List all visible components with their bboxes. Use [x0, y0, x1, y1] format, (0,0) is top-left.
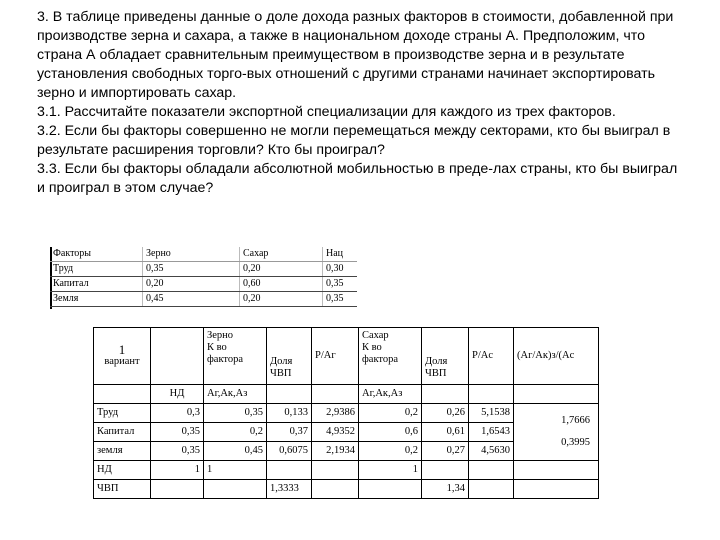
- table-cell: Капитал: [50, 277, 143, 292]
- table-cell: [267, 461, 312, 480]
- table-row: [94, 328, 599, 385]
- factora-label: фактора: [362, 354, 399, 365]
- table-cell: [422, 385, 469, 404]
- table-cell: 1,34: [422, 480, 469, 499]
- variant-number: 1: [118, 342, 126, 357]
- table-cell: 0,35: [143, 262, 240, 277]
- table-cell: 5,1538: [469, 404, 514, 423]
- table-cell: 0,35: [323, 277, 358, 292]
- table-cell: [312, 461, 359, 480]
- table-cell: 2,9386: [312, 404, 359, 423]
- chvp-label: ЧВП: [425, 368, 447, 379]
- table-cell: 0,45: [204, 442, 267, 461]
- variant-header: [94, 328, 151, 385]
- table-cell: 0,35: [151, 423, 204, 442]
- header-cell: Нац: [323, 247, 358, 262]
- header-cell: [151, 328, 204, 385]
- table-cell: 0,2: [204, 423, 267, 442]
- table-cell: 0,60: [240, 277, 323, 292]
- table-cell: Аг,Ак,Аз: [204, 385, 267, 404]
- ratio-header: P/Ac: [469, 328, 514, 385]
- task-question-3-1: 3.1. Рассчитайте показатели экспортной специализации для каждого из трех факторов.: [37, 104, 616, 120]
- table-row: [50, 292, 357, 307]
- table-cell: [422, 461, 469, 480]
- table-cell: [267, 385, 312, 404]
- table-cell: 0,27: [422, 442, 469, 461]
- table-cell: 0,2: [359, 404, 422, 423]
- table-cell: 1: [204, 461, 267, 480]
- zerno-label: Зерно: [207, 330, 234, 341]
- table-cell: 0,35: [204, 404, 267, 423]
- factora-label: фактора: [207, 354, 244, 365]
- table-cell: 0,6075: [267, 442, 312, 461]
- task-intro: 3. В таблице приведены данные о доле дохода разных факторов в стоимости, добавленной при производстве зерна и сахара, а также в национальном доходе страны А. Предположим, что страна А обладает сравнительным преимуществом в производстве зерна и в результате установления свободных торго-вых отношений с другими странами начинает экспортировать зерно и импортировать сахар.: [37, 9, 674, 101]
- table-cell: Труд: [50, 262, 143, 277]
- table-cell: 0,20: [240, 292, 323, 307]
- table-cell: [94, 385, 151, 404]
- table-cell: 0,26: [422, 404, 469, 423]
- table-cell: 0,35: [323, 292, 358, 307]
- table-cell: 0,133: [267, 404, 312, 423]
- table-cell: НД: [94, 461, 151, 480]
- table-cell: 0,3: [151, 404, 204, 423]
- table-cell: 2,1934: [312, 442, 359, 461]
- table-row: [94, 461, 599, 480]
- table-cell: [151, 480, 204, 499]
- table-cell: [514, 461, 599, 480]
- table-cell: Аг,Ак,Аз: [359, 385, 422, 404]
- task-question-3-3: 3.3. Если бы факторы обладали абсолютной мобильностью в преде-лах страны, кто бы выиграл и проиграл в этом случае?: [37, 161, 678, 196]
- table-cell: 1: [151, 461, 204, 480]
- table-cell: [469, 480, 514, 499]
- header-cell: Зерно: [143, 247, 240, 262]
- zerno-header: [204, 328, 267, 385]
- task-text: [37, 8, 687, 198]
- variant-label: вариант: [104, 356, 140, 367]
- calculation-table: [93, 327, 599, 499]
- table-cell: 0,37: [267, 423, 312, 442]
- k-vo-label: К во: [207, 342, 227, 353]
- table-cell: 1,3333: [267, 480, 312, 499]
- table-cell: [469, 385, 514, 404]
- ratio-header: P/Aг: [312, 328, 359, 385]
- k-vo-label: К во: [362, 342, 382, 353]
- header-cell: Факторы: [50, 247, 143, 262]
- table-cell: Земля: [50, 292, 143, 307]
- share-header: [422, 328, 469, 385]
- table-cell: 1: [359, 461, 422, 480]
- header-cell: Сахар: [240, 247, 323, 262]
- dolya-label: Доля: [425, 356, 448, 367]
- side-value: 0,3995: [561, 437, 590, 448]
- table-row: [94, 385, 599, 404]
- factor-share-table: [50, 247, 357, 307]
- table-cell: 0,20: [143, 277, 240, 292]
- table-cell: 0,2: [359, 442, 422, 461]
- table-cell: Труд: [94, 404, 151, 423]
- table-cell: земля: [94, 442, 151, 461]
- table-cell: [514, 385, 599, 404]
- table-cell: [312, 385, 359, 404]
- table-cell: 0,6: [359, 423, 422, 442]
- table-cell: 1,6543: [469, 423, 514, 442]
- share-header: [267, 328, 312, 385]
- specialization-header: (Aг/Ак)з/(Aс: [514, 328, 599, 385]
- table-cell: 4,5630: [469, 442, 514, 461]
- table-cell: 0,61: [422, 423, 469, 442]
- table-cell: [312, 480, 359, 499]
- table-row: [50, 247, 357, 262]
- table-cell: Капитал: [94, 423, 151, 442]
- sahar-label: Сахар: [362, 330, 389, 341]
- table-row: [50, 277, 357, 292]
- sahar-header: [359, 328, 422, 385]
- table-cell: [469, 461, 514, 480]
- specialization-cell: [514, 404, 599, 461]
- table-cell: [514, 480, 599, 499]
- side-value: 1,7666: [561, 415, 590, 426]
- table-cell: 4,9352: [312, 423, 359, 442]
- table-row: [50, 262, 357, 277]
- table-cell: [359, 480, 422, 499]
- table-cell: НД: [151, 385, 204, 404]
- table-cell: ЧВП: [94, 480, 151, 499]
- table-cell: 0,35: [151, 442, 204, 461]
- table-row: [94, 480, 599, 499]
- table-cell: [204, 480, 267, 499]
- table-cell: 0,20: [240, 262, 323, 277]
- dolya-label: Доля: [270, 356, 293, 367]
- chvp-label: ЧВП: [270, 368, 292, 379]
- table-cell: 0,45: [143, 292, 240, 307]
- table-cell: 0,30: [323, 262, 358, 277]
- table-row: [94, 404, 599, 423]
- task-question-3-2: 3.2. Если бы факторы совершенно не могли перемещаться между секторами, кто бы выиграл в результате расширения торговли? Кто бы проиграл?: [37, 123, 671, 158]
